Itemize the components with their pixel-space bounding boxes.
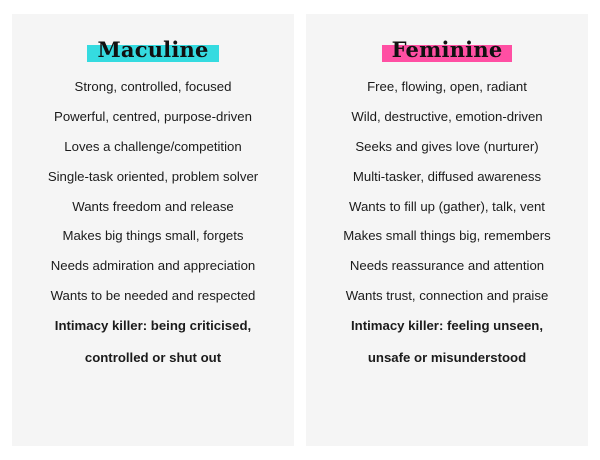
masculine-title-text: Maculine xyxy=(97,37,209,62)
list-item: Seeks and gives love (nurturer) xyxy=(355,138,539,154)
list-item: Intimacy killer: being criticised, xyxy=(54,317,252,333)
list-item: Wants to be needed and respected xyxy=(50,288,256,304)
list-item: controlled or shut out xyxy=(84,349,222,365)
list-item: Wants to fill up (gather), talk, vent xyxy=(349,198,545,214)
list-item: Wants trust, connection and praise xyxy=(345,288,549,304)
list-item: Multi-tasker, diffused awareness xyxy=(352,168,542,184)
column-feminine xyxy=(306,14,588,446)
list-item: Wild, destructive, emotion-driven xyxy=(351,109,543,125)
list-item: Makes big things small, forgets xyxy=(62,228,244,244)
list-item: Free, flowing, open, radiant xyxy=(367,79,527,95)
column-masculine xyxy=(12,14,294,446)
list-item: Intimacy killer: feeling unseen, xyxy=(350,317,543,333)
list-item: Wants freedom and release xyxy=(72,198,234,214)
list-item: Needs reassurance and attention xyxy=(349,258,545,274)
feminine-title xyxy=(382,36,513,64)
feminine-title-text: Feminine xyxy=(391,37,503,62)
masculine-trait-list xyxy=(22,78,284,366)
list-item: Single-task oriented, problem solver xyxy=(47,168,259,184)
list-item: Strong, controlled, focused xyxy=(74,79,232,95)
list-item: Needs admiration and appreciation xyxy=(50,258,256,274)
list-item: unsafe or misunderstood xyxy=(367,349,527,365)
masculine-title xyxy=(87,36,218,64)
list-item: Powerful, centred, purpose-driven xyxy=(54,109,252,125)
list-item: Loves a challenge/competition xyxy=(64,138,242,154)
list-item: Makes small things big, remembers xyxy=(343,228,551,244)
feminine-trait-list xyxy=(316,78,578,366)
